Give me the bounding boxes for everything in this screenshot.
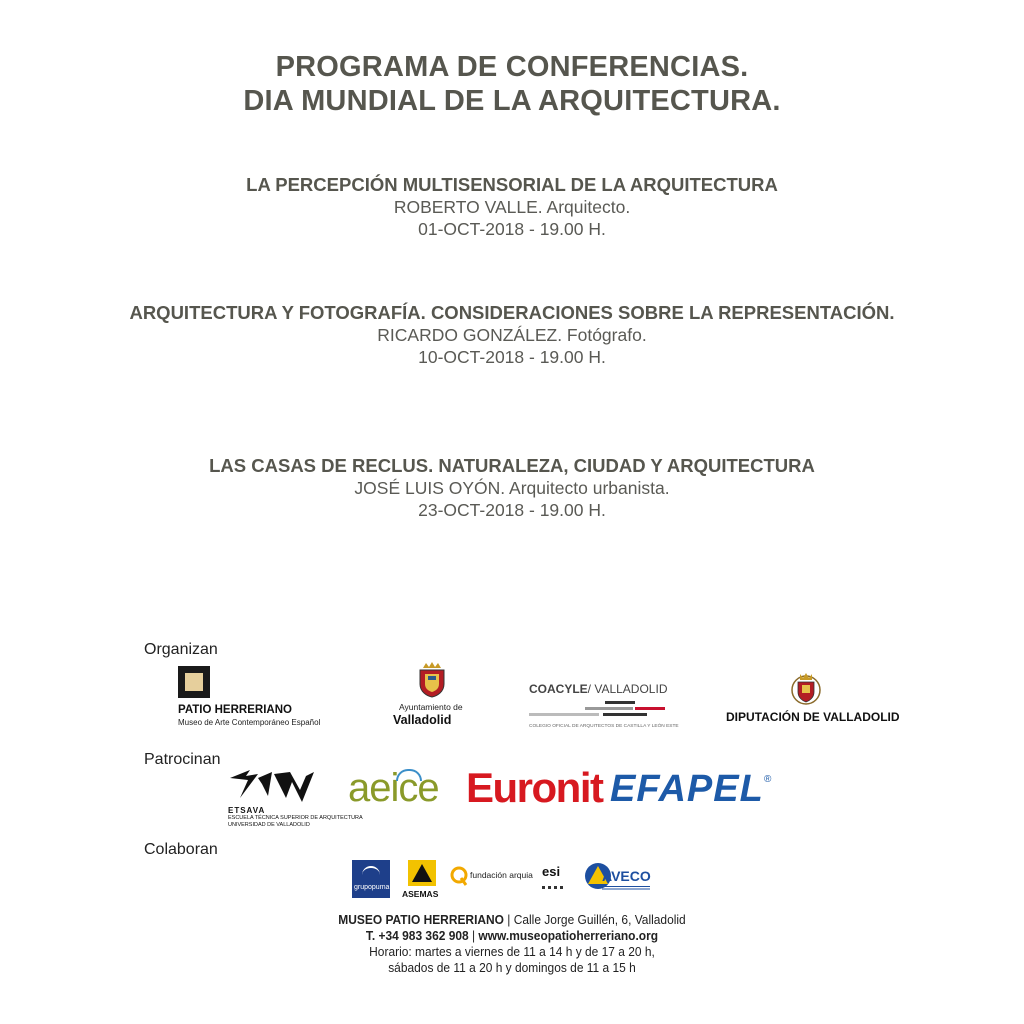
- footer-hours-1: Horario: martes a viernes de 11 a 14 h y de 17 a 20 h,: [369, 944, 655, 959]
- etsava-mark-icon: [228, 768, 318, 804]
- asemas-logo: [402, 860, 442, 900]
- coacyle-b: / VALLADOLID: [587, 682, 668, 696]
- diputacion-name: DIPUTACIÓN DE VALLADOLID: [726, 710, 900, 724]
- footer-museum: MUSEO PATIO HERRERIANO: [338, 912, 504, 927]
- ayto-line-2: Valladolid: [393, 713, 452, 727]
- euronit-text: Euronit: [466, 764, 603, 811]
- esi-text: esi: [542, 864, 561, 879]
- talk-title: ARQUITECTURA Y FOTOGRAFÍA. CONSIDERACIONES SOBRE LA REPRESENTACIÓN.: [129, 302, 895, 323]
- page-title: [0, 50, 1024, 118]
- aveco-text: AVECO: [602, 868, 651, 884]
- talk-datetime: 23-OCT-2018 - 19.00 H.: [418, 500, 606, 520]
- ayto-line-1: Ayuntamiento de: [399, 702, 463, 712]
- section-colaboran: Colaboran: [144, 841, 218, 858]
- diputacion-logo: [726, 670, 900, 730]
- ayuntamiento-logo: [393, 662, 473, 732]
- etsava-sub-2: UNIVERSIDAD DE VALLADOLID: [228, 822, 310, 828]
- asemas-text: ASEMAS: [402, 889, 439, 899]
- speaker-name: RICARDO GONZÁLEZ: [377, 325, 558, 345]
- diputacion-crest-icon: [788, 670, 824, 706]
- talk-title: LAS CASAS DE RECLUS. NATURALEZA, CIUDAD Y ARQUITECTURA: [209, 455, 815, 476]
- efapel-reg: ®: [764, 774, 772, 785]
- patio-sub: Museo de Arte Contemporáneo Español: [178, 718, 321, 727]
- aeice-text: aeice: [348, 766, 439, 810]
- footer-phone: T. +34 983 362 908: [365, 928, 469, 943]
- section-patrocinan: Patrocinan: [144, 751, 221, 768]
- aveco-logo: [584, 862, 654, 898]
- speaker-role: . Arquitecto.: [537, 197, 631, 217]
- talk-speaker: [0, 477, 1024, 499]
- footer-address: [41, 912, 983, 928]
- puma-arc-icon: [362, 866, 380, 880]
- section-organizan: Organizan: [144, 641, 218, 658]
- footer-hours-2: sábados de 11 a 20 h y domingos de 11 a 15 h: [388, 960, 636, 975]
- esi-dots-icon: [542, 886, 566, 889]
- talk-speaker: [0, 196, 1024, 218]
- talk-title: LA PERCEPCIÓN MULTISENSORIAL DE LA ARQUITECTURA: [246, 174, 778, 195]
- footer-street: | Calle Jorge Guillén, 6, Valladolid: [503, 912, 686, 927]
- patio-herreriano-logo: [178, 664, 338, 734]
- coacyle-sub: COLEGIO OFICIAL DE ARQUITECTOS DE CASTILLA Y LEÓN ESTE: [529, 724, 679, 729]
- coacyle-title: [529, 682, 667, 696]
- footer-contact: [41, 928, 983, 944]
- asemas-triangle-icon: [408, 860, 436, 886]
- footer: [41, 912, 983, 976]
- talk-speaker: [0, 324, 1024, 346]
- speaker-role: . Arquitecto urbanista.: [500, 478, 670, 498]
- etsava-name: ETSAVA: [228, 806, 266, 815]
- efapel-text: EFAPEL: [610, 768, 764, 810]
- talk-datetime: 10-OCT-2018 - 19.00 H.: [418, 347, 606, 367]
- title-line-2: DIA MUNDIAL DE LA ARQUITECTURA.: [243, 85, 781, 117]
- talk-2: [0, 302, 1024, 368]
- talk-3: [0, 455, 1024, 521]
- speaker-name: JOSÉ LUIS OYÓN: [354, 478, 501, 498]
- arquia-q-icon: [450, 866, 468, 886]
- title-line-1: PROGRAMA DE CONFERENCIAS.: [275, 51, 749, 83]
- patio-name: PATIO HERRERIANO: [178, 704, 292, 716]
- speaker-name: ROBERTO VALLE: [393, 197, 538, 217]
- arquia-text: fundación arquia: [470, 870, 533, 880]
- grupopuma-text: grupopuma: [354, 884, 390, 891]
- patio-square-icon: [178, 666, 210, 698]
- etsava-sub-1: ESCUELA TÉCNICA SUPERIOR DE ARQUITECTURA: [228, 815, 363, 821]
- coacyle-logo: [529, 682, 689, 732]
- speaker-role: . Fotógrafo.: [557, 325, 647, 345]
- footer-sep: |: [468, 928, 479, 943]
- footer-web-link[interactable]: www.museopatioherreriano.org: [478, 928, 659, 943]
- talk-1: [0, 174, 1024, 240]
- esi-logo: [540, 864, 570, 894]
- talk-datetime: 01-OCT-2018 - 19.00 H.: [418, 219, 606, 239]
- grupopuma-logo: [352, 860, 390, 898]
- coacyle-a: COACYLE: [529, 682, 588, 696]
- aveco-sub-lines: [602, 886, 650, 891]
- valladolid-shield-icon: [417, 662, 447, 698]
- coacyle-bars-icon: [529, 701, 681, 721]
